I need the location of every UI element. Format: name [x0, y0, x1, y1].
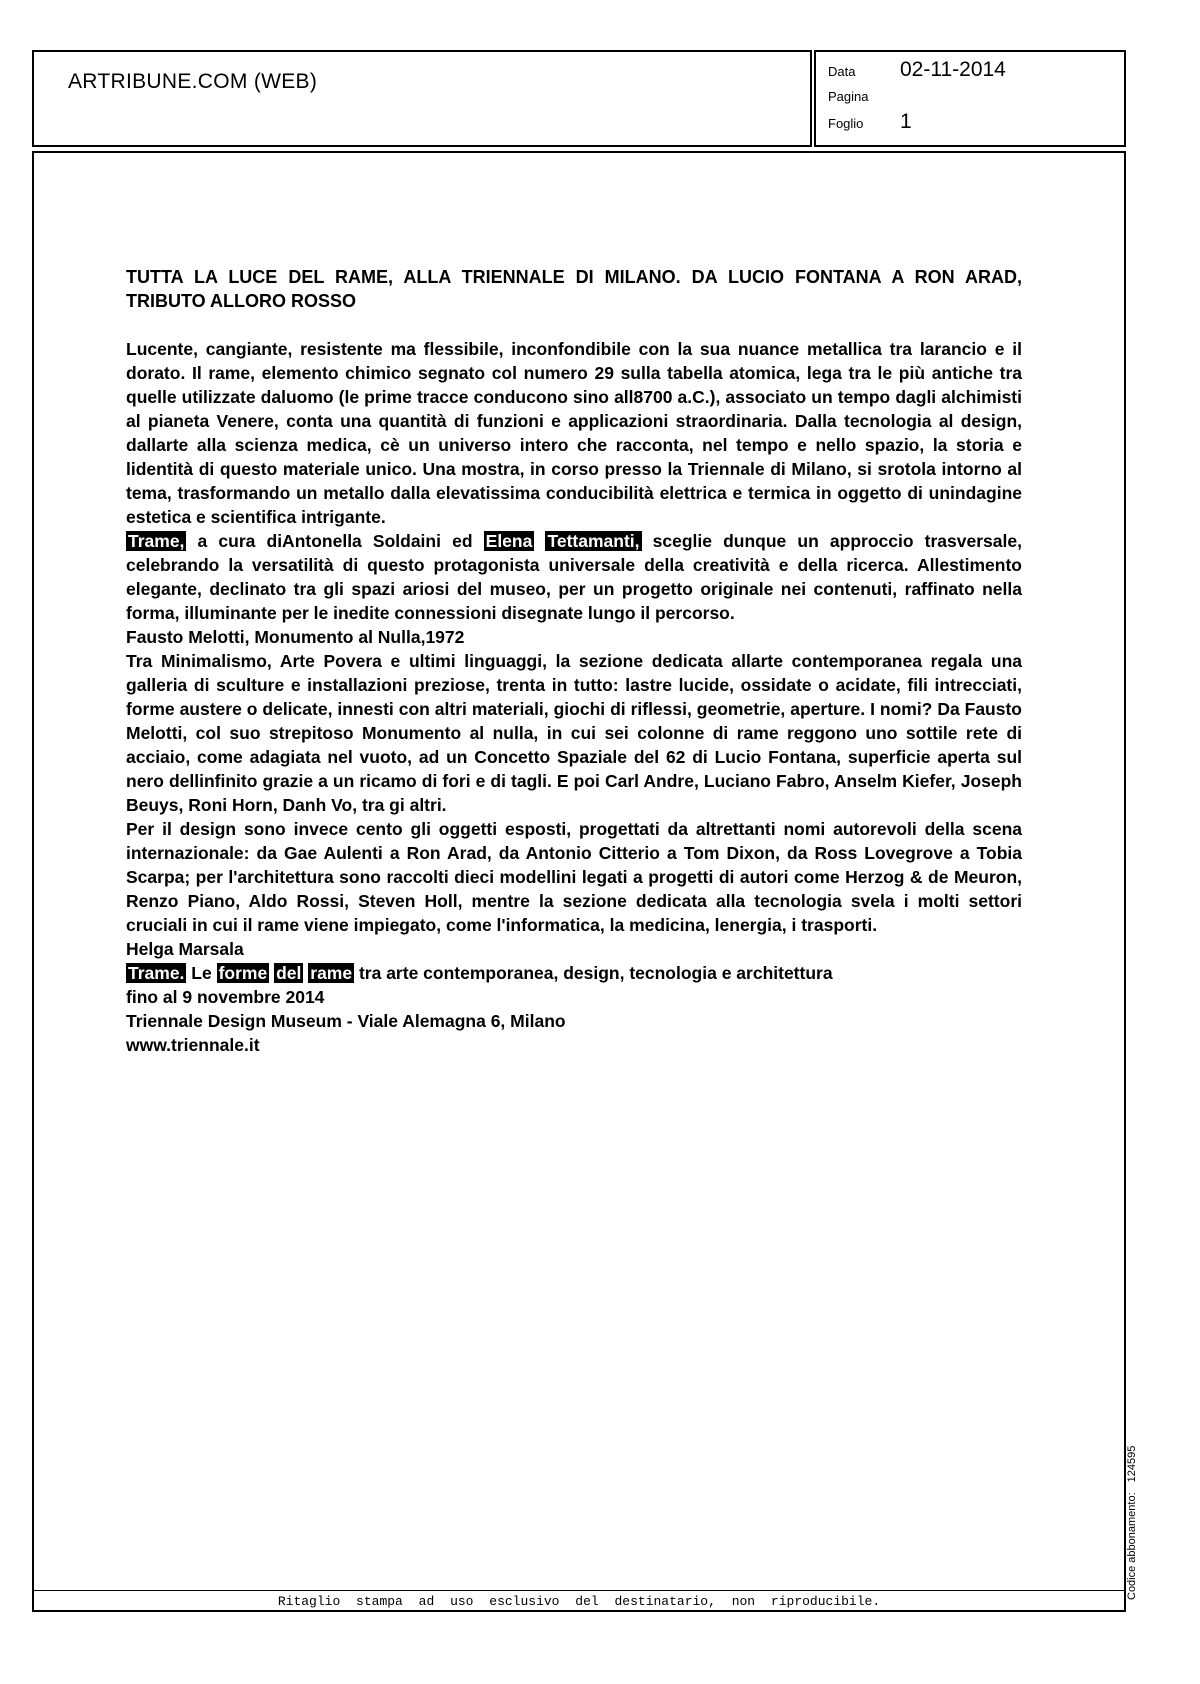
exhibition-text: tra arte contemporanea, design, tecnologia e architettura: [354, 963, 833, 983]
subscription-label: Codice abbonamento:: [1126, 1492, 1138, 1600]
paragraph-art: Tra Minimalismo, Arte Povera e ultimi linguaggi, la sezione dedicata allarte contemporanea regala una galleria di sculture e installazioni preziose, trenta in tutto: lastre lucide, ossidate o acidate, fili intrecciati, forme austere o delicate, innesti con altri materiali, giochi di riflessi, geometrie, aperture. I nomi? Da Fausto Melotti, col suo strepitoso Monumento al nulla, in cui sei colonne di rame reggono uno sottile rete di acciaio, come adagiata nel vuoto, ad un Concetto Spaziale del 62 di Lucio Fontana, superficie aperta sul nero dellinfinito grazie a un ricamo di fori e di tagli. E poi Carl Andre, Luciano Fabro, Anselm Kiefer, Joseph Beuys, Roni Horn, Danh Vo, tra gi altri.: [126, 651, 1022, 815]
source-name: ARTRIBUNE.COM (WEB): [68, 70, 318, 93]
highlight-elena: Elena: [485, 531, 533, 551]
paragraph-text: a cura diAntonella Soldaini ed: [186, 531, 484, 551]
exhibition-text: Le: [186, 963, 217, 983]
paragraph-intro: Lucente, cangiante, resistente ma flessibile, inconfondibile con la sua nuance metallica tra larancio e il dorato. Il rame, elemento chimico segnato col numero 29 sulla tabella atomica, lega tra le più antiche tra quelle utilizzate daluomo (le prime tracce conducono sino all8700 a.C.), associato un tempo dagli alchimisti al pianeta Venere, conta una quantità di funzioni e applicazioni straordinaria. Dalla tecnologia al design, dallarte alla scienza medica, cè un universo intero che racconta, nel tempo e nello spazio, la storia e lidentità di questo materiale unico. Una mostra, in corso presso la Triennale di Milano, si srotola intorno al tema, trasformando un metallo dalla elevatissima conducibilità elettrica e termica in oggetto di unindagine estetica e scientifica intrigante.: [126, 339, 1022, 527]
highlight-trame: Trame,: [128, 531, 185, 551]
exhibition-dates: fino al 9 novembre 2014: [126, 987, 325, 1007]
highlight-del: del: [276, 963, 302, 983]
subscription-number: 124595: [1126, 1445, 1138, 1483]
space: [534, 531, 545, 551]
page-label: Pagina: [828, 89, 869, 104]
date-label: Data: [828, 64, 856, 79]
sheet-value: 1: [900, 110, 912, 133]
metadata-box: [814, 50, 1126, 147]
paragraph-text: sceglie dunque un approccio trasversale, celebrando la versatilità di questo protagonista universale della creatività e della ricerca. Allestimento elegante, declinato tra gli spazi ariosi del museo, per un progetto originale nei contenuti, raffinato nella forma, illuminante per le inedite connessioni disegnate lungo il percorso.: [126, 531, 1022, 623]
article-headline: TUTTA LA LUCE DEL RAME, ALLA TRIENNALE DI MILANO. DA LUCIO FONTANA A RON ARAD, TRIBUTO ALLORO ROSSO: [126, 267, 1022, 311]
source-header-box: [32, 50, 812, 147]
exhibition-title: [126, 961, 1022, 985]
date-value: 02-11-2014: [900, 58, 1006, 81]
article-author: Helga Marsala: [126, 939, 244, 959]
exhibition-venue: Triennale Design Museum - Viale Alemagna 6, Milano: [126, 1011, 566, 1031]
paragraph-design: Per il design sono invece cento gli oggetti esposti, progettati da altrettanti nomi autorevoli della scena internazionale: da Gae Aulenti a Ron Arad, da Antonio Citterio a Tom Dixon, da Ross Lovegrove a Tobia Scarpa; per l'architettura sono raccolti dieci modellini legati a progetti di autori come Herzog & de Meuron, Renzo Piano, Aldo Rossi, Steven Holl, mentre la sezione dedicata alla tecnologia svela i molti settori cruciali in cui il rame viene impiegato, come l'informatica, la medicina, lenergia, i trasporti.: [126, 819, 1022, 935]
sheet-label: Foglio: [828, 116, 864, 131]
footer-divider: [34, 1590, 1124, 1591]
clipping-body: [32, 151, 1126, 1612]
highlight-forme: forme: [218, 963, 268, 983]
footer-notice: Ritaglio stampa ad uso esclusivo del destinatario, non riproducibile.: [277, 1594, 881, 1609]
highlight-tettamanti: Tettamanti,: [547, 531, 640, 551]
highlight-rame: rame: [310, 963, 353, 983]
image-caption: Fausto Melotti, Monumento al Nulla,1972: [126, 627, 465, 647]
highlight-trame: Trame.: [128, 963, 185, 983]
paragraph-curators: [126, 529, 1022, 625]
exhibition-website: www.triennale.it: [126, 1035, 260, 1055]
article: [126, 265, 1022, 1057]
subscription-code: [1126, 1400, 1142, 1600]
